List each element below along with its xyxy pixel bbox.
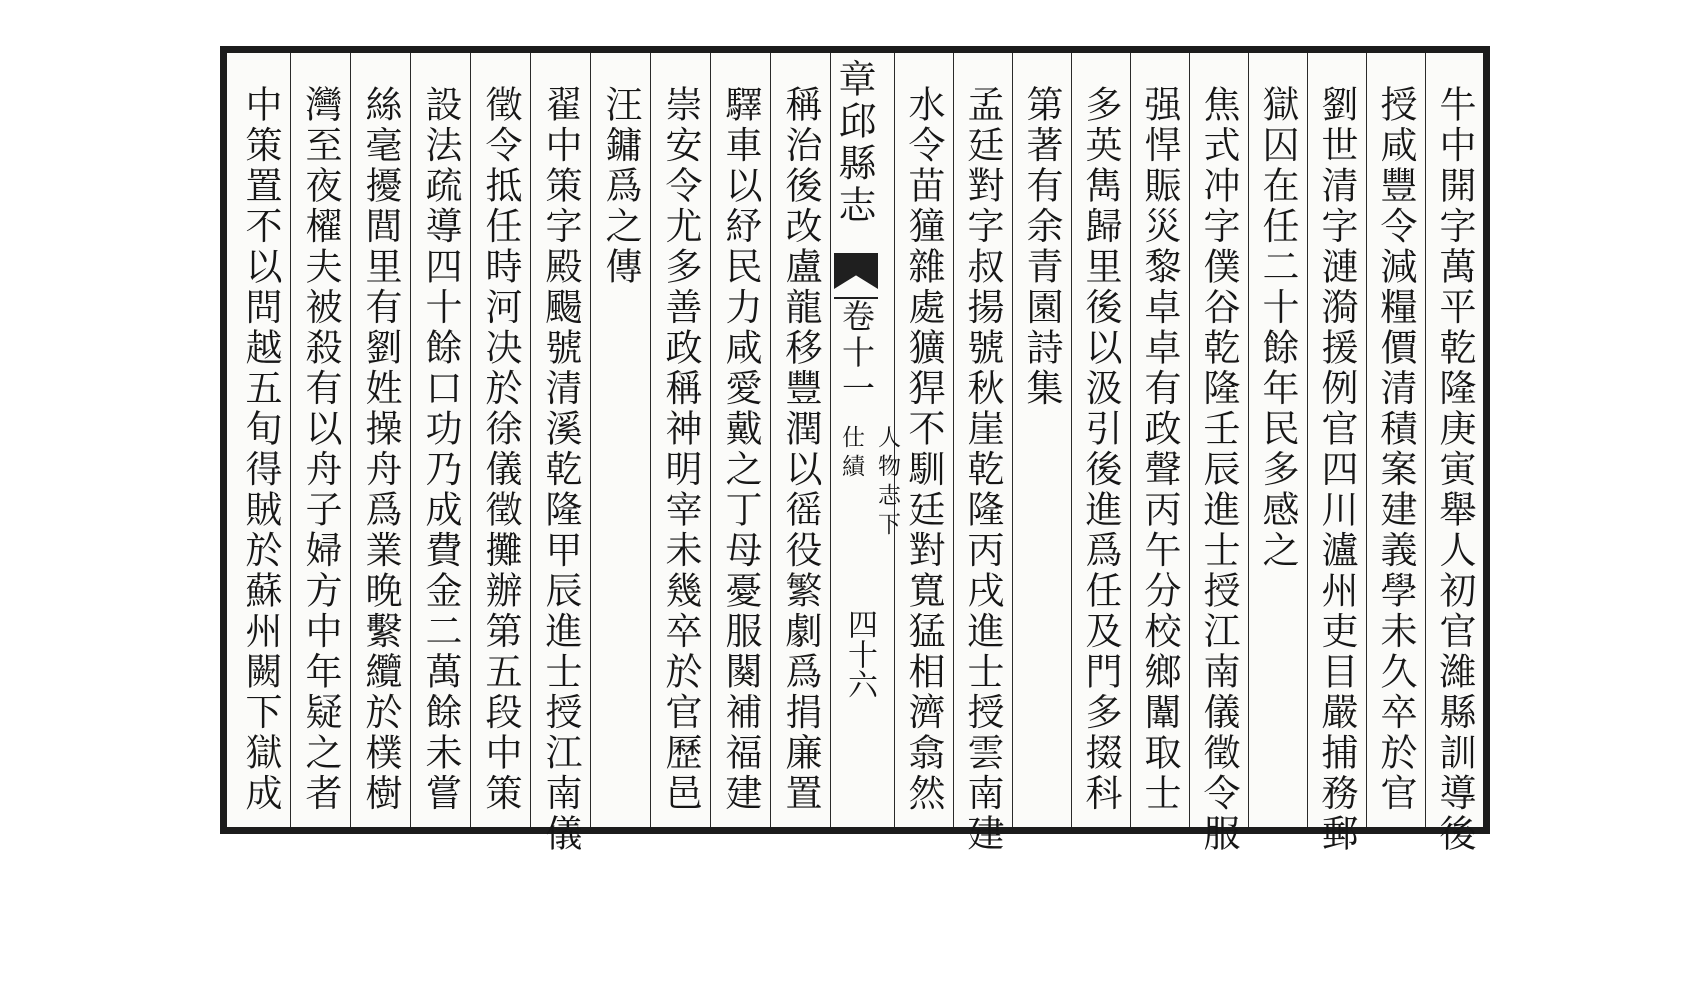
left-col-6	[470, 53, 530, 827]
left-col-8	[350, 53, 410, 827]
column-rule	[1248, 53, 1249, 827]
column-rule	[410, 53, 411, 827]
column-rule	[770, 53, 771, 827]
left-col-1	[770, 53, 830, 827]
left-col-3	[650, 53, 710, 827]
column-rule	[290, 53, 291, 827]
left-col-2	[710, 53, 770, 827]
page-number: 四十六	[842, 609, 877, 699]
column-rule	[830, 53, 831, 827]
column-rule	[590, 53, 591, 827]
right-col-5	[1189, 53, 1247, 855]
book-title: 章邱縣志	[832, 59, 876, 227]
left-col-9	[290, 53, 350, 827]
column-rule	[1130, 53, 1131, 827]
right-col-2	[1366, 53, 1424, 827]
right-col-9	[953, 53, 1011, 855]
text-column: 稱治後改盧龍移豐潤以徭役繁劇爲捐廉置	[779, 85, 822, 814]
text-column: 獄囚在任二十餘年民多感之	[1256, 85, 1299, 571]
right-col-7	[1071, 53, 1129, 827]
column-rule	[1307, 53, 1308, 827]
column-rule	[1071, 53, 1072, 827]
text-column: 孟廷對字叔揚號秋崖乾隆丙戌進士授雲南建	[961, 85, 1004, 855]
text-column: 崇安令尤多善政稱神明宰未幾卒於官歷邑	[659, 85, 702, 814]
text-column: 設法疏導四十餘口功乃成費金二萬餘未嘗	[419, 85, 462, 814]
left-col-10	[230, 53, 290, 827]
column-rule	[650, 53, 651, 827]
left-col-4	[590, 53, 650, 827]
right-col-4	[1248, 53, 1306, 827]
right-col-10	[894, 53, 952, 827]
text-column: 强悍賑災黎卓卓有政聲丙午分校鄉闈取士	[1138, 85, 1181, 814]
text-column: 驛車以紓民力咸愛戴之丁母憂服闋補福建	[719, 85, 762, 814]
text-column: 中策置不以問越五旬得賊於蘇州闕下獄成	[239, 85, 282, 814]
center-gutter	[830, 53, 900, 827]
column-rule	[530, 53, 531, 827]
text-column: 劉世清字漣漪援例官四川瀘州吏目嚴捕務郵	[1315, 85, 1358, 855]
text-column: 水令苗獞雜處獷猂不馴廷對寬猛相濟翕然	[902, 85, 945, 814]
subsection-label: 仕績	[838, 425, 864, 483]
text-column: 灣至夜櫂夫被殺有以舟子婦方中年疑之者	[299, 85, 342, 814]
text-column: 牛中開字萬平乾隆庚寅舉人初官濰縣訓導後	[1433, 85, 1476, 855]
column-rule	[1189, 53, 1190, 827]
column-rule	[1012, 53, 1013, 827]
column-rule	[1366, 53, 1367, 827]
text-column: 絲毫擾閭里有劉姓操舟爲業晚繫纜於樸樹	[359, 85, 402, 814]
left-col-5	[530, 53, 590, 855]
right-col-6	[1130, 53, 1188, 827]
page-frame	[220, 46, 1490, 855]
text-column: 翟中策字殿颺號清溪乾隆甲辰進士授江南儀	[539, 85, 582, 855]
column-rule	[350, 53, 351, 827]
column-rule	[710, 53, 711, 827]
section-label: 人物志下	[874, 425, 900, 541]
text-column: 第著有余青園詩集	[1020, 85, 1063, 409]
column-rule	[470, 53, 471, 827]
left-col-7	[410, 53, 470, 827]
right-col-1	[1425, 53, 1483, 855]
text-column: 汪鏞爲之傳	[599, 85, 642, 288]
right-col-8	[1012, 53, 1070, 827]
column-rule	[1425, 53, 1426, 827]
text-column: 徵令抵任時河决於徐儀徵攤辦第五段中策	[479, 85, 522, 814]
fishtail-ornament	[834, 253, 878, 289]
right-col-3	[1307, 53, 1365, 855]
volume-label: 卷十一	[837, 299, 876, 407]
text-column: 授咸豐令減糧價清積案建義學未久卒於官	[1374, 85, 1417, 814]
text-column: 多英雋歸里後以汲引後進爲任及門多掇科	[1079, 85, 1122, 814]
column-rule	[953, 53, 954, 827]
text-column: 焦式冲字僕谷乾隆壬辰進士授江南儀徵令服	[1197, 85, 1240, 855]
